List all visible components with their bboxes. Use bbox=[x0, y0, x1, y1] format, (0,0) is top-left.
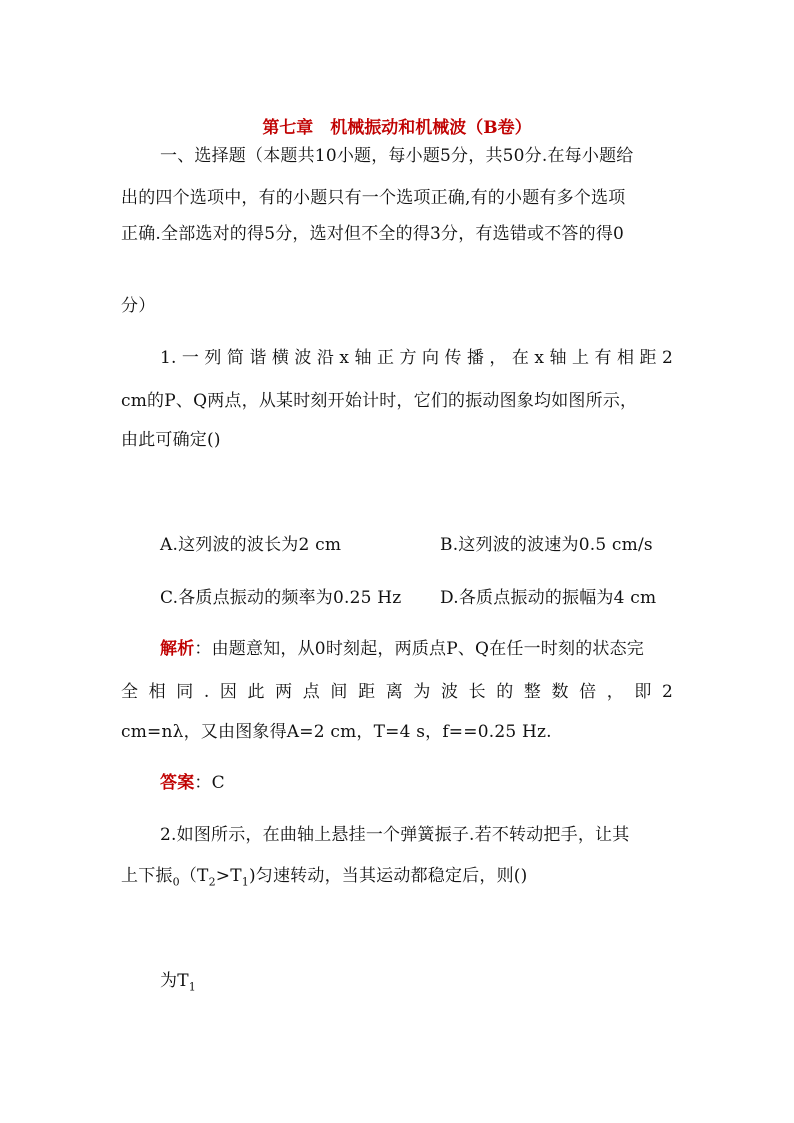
q2-line-2 bbox=[121, 864, 673, 888]
q2-fragment-sub: 1 bbox=[188, 980, 196, 994]
q1-answer-line bbox=[160, 771, 673, 795]
section-intro-line-2: 出的四个选项中，有的小题只有一个选项正确,有的小题有多个选项 bbox=[121, 188, 626, 208]
section-intro-line-3: 正确.全部选对的得5分，选对但不全的得3分，有选错或不答的得0 bbox=[121, 224, 625, 244]
section-intro-line-4: 分） bbox=[121, 296, 156, 316]
q1-analysis-line-3: cm=nλ，又由图象得A=2 cm，T=4 s，f==0.25 Hz. bbox=[121, 722, 552, 742]
q2-sub-0: 0 bbox=[172, 875, 180, 889]
analysis-text-1: ：由题意知，从0时刻起，两质点P、Q在任一时刻的状态完 bbox=[194, 639, 644, 659]
q2-fragment-pre: 为T bbox=[160, 971, 189, 991]
page-title: 第七章 机械振动和机械波（B卷） bbox=[262, 118, 532, 138]
q1-analysis-line-2: 全相同.因此两点间距离为波长的整数倍，即2 bbox=[121, 682, 673, 702]
q2-line-2-mid2: >T bbox=[215, 866, 242, 886]
q2-sub-1: 2 bbox=[208, 875, 216, 889]
q1-line-3: 由此可确定() bbox=[121, 430, 221, 450]
analysis-label: 解析 bbox=[160, 639, 195, 659]
q1-option-a: A.这列波的波长为2 cm bbox=[160, 535, 342, 555]
q2-sub-2: 1 bbox=[241, 875, 249, 889]
q2-line-2-post: )匀速转动，当其运动都稳定后，则() bbox=[248, 866, 528, 886]
q1-option-d: D.各质点振动的振幅为4 cm bbox=[440, 588, 657, 608]
q2-line-1: 2.如图所示，在曲轴上悬挂一个弹簧振子.若不转动把手，让其 bbox=[160, 825, 630, 845]
q1-option-b: B.这列波的波速为0.5 cm/s bbox=[440, 535, 653, 555]
answer-value: ：C bbox=[194, 773, 225, 793]
q2-line-2-pre: 上下振 bbox=[121, 866, 173, 886]
answer-label: 答案 bbox=[160, 773, 195, 793]
q2-line-2-mid1: （T bbox=[179, 866, 209, 886]
q1-line-1: 1.一列简谐横波沿x轴正方向传播，在x轴上有相距2 bbox=[160, 348, 673, 368]
q1-analysis-line-1 bbox=[160, 637, 673, 661]
q1-option-c: C.各质点振动的频率为0.25 Hz bbox=[160, 588, 402, 608]
q2-fragment bbox=[160, 969, 360, 993]
section-intro-line-1: 一、选择题（本题共10小题，每小题5分，共50分.在每小题给 bbox=[160, 146, 634, 166]
q1-line-2: cm的P、Q两点，从某时刻开始计时，它们的振动图象均如图所示， bbox=[121, 391, 638, 411]
